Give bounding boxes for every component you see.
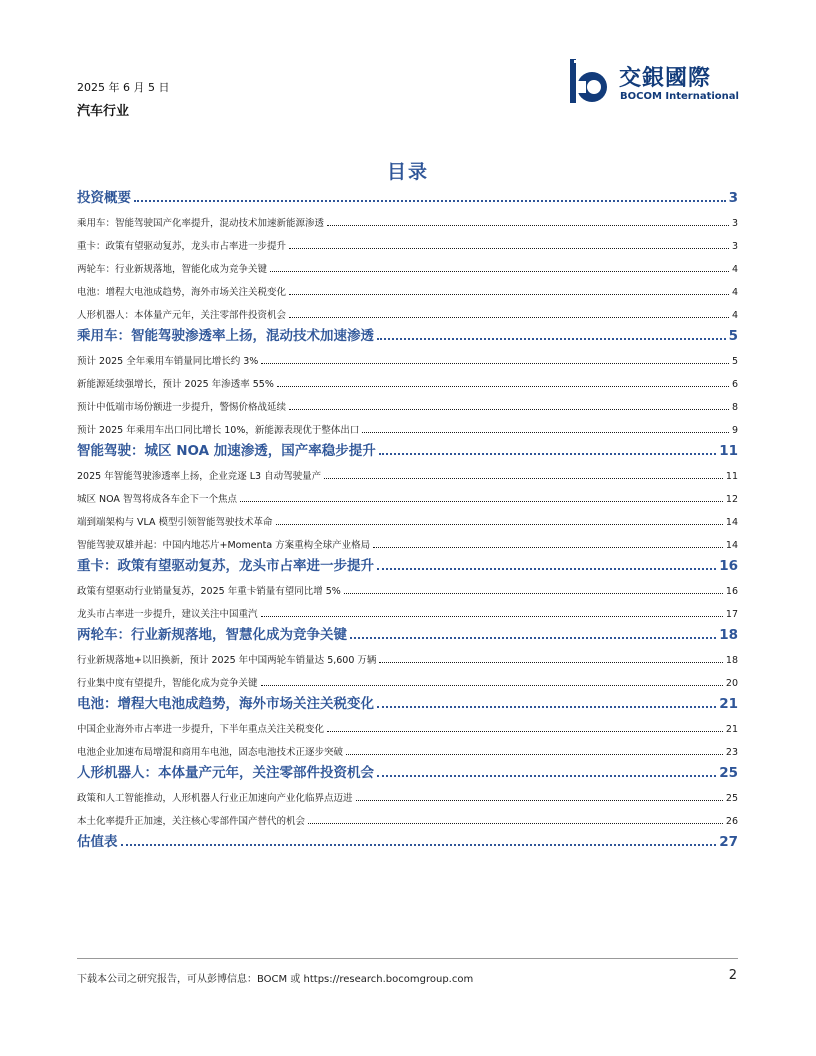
toc-entry-page: 3 <box>731 241 738 252</box>
toc-dot-leader <box>270 271 729 272</box>
toc-dot-leader <box>289 317 729 318</box>
toc-dot-leader <box>373 547 723 548</box>
toc-subsection-link[interactable] <box>77 369 738 392</box>
toc-section-link[interactable] <box>77 691 738 714</box>
toc-entry-page: 16 <box>725 586 738 597</box>
toc-entry-page: 11 <box>719 443 738 459</box>
toc-entry-page: 8 <box>731 402 738 413</box>
toc-dot-leader <box>346 754 723 755</box>
toc-entry-title: 投资概要 <box>77 190 131 206</box>
toc-entry-page: 20 <box>725 678 738 689</box>
toc-entry-title: 电池：增程大电池成趋势，海外市场关注关税变化 <box>77 696 374 712</box>
toc-dot-leader <box>377 775 716 777</box>
toc-entry-title: 预计 2025 全年乘用车销量同比增长约 3% <box>77 356 259 367</box>
toc-section-link[interactable] <box>77 553 738 576</box>
toc-subsection-link[interactable] <box>77 231 738 254</box>
toc-title: 目录 <box>386 161 429 183</box>
toc-dot-leader <box>344 593 723 594</box>
toc-dot-leader <box>289 294 729 295</box>
toc-entry-page: 21 <box>725 724 738 735</box>
toc-entry-title: 人形机器人：本体量产元年，关注零部件投资机会 <box>77 765 374 781</box>
toc-entry-page: 4 <box>731 310 738 321</box>
toc-dot-leader <box>379 662 722 663</box>
toc-subsection-link[interactable] <box>77 415 738 438</box>
toc-dot-leader <box>308 823 723 824</box>
toc-entry-page: 17 <box>725 609 738 620</box>
logo-name-en: BOCOM International <box>620 91 739 102</box>
toc-entry-page: 3 <box>731 218 738 229</box>
toc-entry-title: 乘用车：智能驾驶渗透率上扬，混动技术加速渗透 <box>77 328 374 344</box>
toc-entry-title: 重卡：政策有望驱动复苏，龙头市占率进一步提升 <box>77 558 374 574</box>
toc-dot-leader <box>327 225 729 226</box>
toc-entry-title: 两轮车：行业新规落地，智能化成为竞争关键 <box>77 264 268 275</box>
toc-entry-title: 估值表 <box>77 834 118 850</box>
toc-dot-leader <box>377 568 716 570</box>
toc-entry-title: 政策和人工智能推动，人形机器人行业正加速向产业化临界点迈进 <box>77 793 353 804</box>
toc-entry-page: 21 <box>719 696 738 712</box>
toc-dot-leader <box>261 363 729 364</box>
toc-entry-title: 电池：增程大电池成趋势，海外市场关注关税变化 <box>77 287 287 298</box>
toc-entry-page: 18 <box>725 655 738 666</box>
toc-section-link[interactable] <box>77 185 738 208</box>
toc-subsection-link[interactable] <box>77 806 738 829</box>
toc-dot-leader <box>289 248 729 249</box>
toc-entry-title: 本土化率提升正加速，关注核心零部件国产替代的机会 <box>77 816 306 827</box>
toc-entry-page: 26 <box>725 816 738 827</box>
toc-entry-title: 新能源延续强增长，预计 2025 年渗透率 55% <box>77 379 274 390</box>
toc-entry-page: 14 <box>725 540 738 551</box>
toc-entry-title: 政策有望驱动行业销量复苏，2025 年重卡销量有望同比增 5% <box>77 586 341 597</box>
toc-entry-title: 乘用车：智能驾驶国产化率提升，混动技术加速新能源渗透 <box>77 218 325 229</box>
toc-dot-leader <box>377 338 726 340</box>
toc-entry-title: 中国企业海外市占率进一步提升，下半年重点关注关税变化 <box>77 724 325 735</box>
toc-entry-title: 城区 NOA 智驾将成各车企下一个焦点 <box>77 494 237 505</box>
toc-subsection-link[interactable] <box>77 714 738 737</box>
footer-divider <box>77 958 738 959</box>
toc-entry-page: 4 <box>731 264 738 275</box>
toc-subsection-link[interactable] <box>77 392 738 415</box>
toc-subsection-link[interactable] <box>77 461 738 484</box>
toc-dot-leader <box>324 478 723 479</box>
toc-dot-leader <box>276 524 723 525</box>
toc-entry-title: 智能驾驶双雄并起：中国内地芯片+Momenta 方案重构全球产业格局 <box>77 540 371 551</box>
toc-subsection-link[interactable] <box>77 599 738 622</box>
report-industry: 汽车行业 <box>77 104 130 119</box>
toc-entry-page: 6 <box>731 379 738 390</box>
toc-entry-page: 12 <box>725 494 738 505</box>
toc-dot-leader <box>356 800 723 801</box>
logo-name-cn: 交銀國際 <box>619 66 712 91</box>
toc-subsection-link[interactable] <box>77 300 738 323</box>
toc-entry-page: 5 <box>728 328 738 344</box>
toc-entry-page: 25 <box>719 765 738 781</box>
toc-entry-page: 3 <box>728 190 738 206</box>
toc-dot-leader <box>362 432 729 433</box>
report-date: 2025 年 6 月 5 日 <box>77 81 170 94</box>
toc-entry-title: 行业新规落地+以旧换新，预计 2025 年中国两轮车销量达 5,600 万辆 <box>77 655 377 666</box>
toc-entry-title: 预计中低端市场份额进一步提升，警惕价格战延续 <box>77 402 287 413</box>
toc-dot-leader <box>289 409 729 410</box>
page-number: 2 <box>728 968 737 983</box>
toc-dot-leader <box>350 637 716 639</box>
toc-subsection-link[interactable] <box>77 208 738 231</box>
toc-entry-title: 龙头市占率进一步提升，建议关注中国重汽 <box>77 609 258 620</box>
toc-subsection-link[interactable] <box>77 484 738 507</box>
toc-section-link[interactable] <box>77 438 738 461</box>
toc-subsection-link[interactable] <box>77 277 738 300</box>
toc-section-link[interactable] <box>77 323 738 346</box>
bocom-logo-icon <box>568 57 614 107</box>
toc-dot-leader <box>134 200 726 202</box>
toc-entry-title: 端到端架构与 VLA 模型引领智能驾驶技术革命 <box>77 517 273 528</box>
toc-subsection-link[interactable] <box>77 783 738 806</box>
toc-entry-page: 11 <box>725 471 738 482</box>
toc-subsection-link[interactable] <box>77 737 738 760</box>
toc-dot-leader <box>379 453 716 455</box>
toc-entry-title: 预计 2025 年乘用车出口同比增长 10%，新能源表现优于整体出口 <box>77 425 360 436</box>
toc-entry-page: 27 <box>719 834 738 850</box>
toc-subsection-link[interactable] <box>77 668 738 691</box>
toc-entry-title: 智能驾驶：城区 NOA 加速渗透，国产率稳步提升 <box>77 443 376 459</box>
toc-subsection-link[interactable] <box>77 576 738 599</box>
toc-entry-page: 23 <box>725 747 738 758</box>
toc-subsection-link[interactable] <box>77 254 738 277</box>
toc-entry-title: 电池企业加速布局增混和商用车电池，固态电池技术正逐步突破 <box>77 747 344 758</box>
toc-entry-page: 4 <box>731 287 738 298</box>
toc-entry-page: 5 <box>731 356 738 367</box>
toc-dot-leader <box>261 616 723 617</box>
toc-entry-title: 重卡：政策有望驱动复苏，龙头市占率进一步提升 <box>77 241 287 252</box>
toc-section-link[interactable] <box>77 760 738 783</box>
toc-subsection-link[interactable] <box>77 507 738 530</box>
toc-dot-leader <box>277 386 729 387</box>
company-logo <box>568 57 746 109</box>
toc-entry-title: 行业集中度有望提升，智能化成为竞争关键 <box>77 678 258 689</box>
footer-disclaimer: 下载本公司之研究报告，可从彭博信息：BOCM 或 https://research.bocomgroup.com <box>77 974 474 985</box>
toc-section-link[interactable] <box>77 829 738 852</box>
toc-dot-leader <box>240 501 723 502</box>
toc-entry-title: 人形机器人：本体量产元年，关注零部件投资机会 <box>77 310 287 321</box>
toc-entry-page: 25 <box>725 793 738 804</box>
toc-entry-page: 16 <box>719 558 738 574</box>
toc-entry-page: 18 <box>719 627 738 643</box>
toc-subsection-link[interactable] <box>77 530 738 553</box>
table-of-contents <box>77 185 738 852</box>
toc-entry-title: 2025 年智能驾驶渗透率上扬，企业竞逐 L3 自动驾驶量产 <box>77 471 322 482</box>
toc-dot-leader <box>121 844 717 846</box>
toc-dot-leader <box>377 706 716 708</box>
toc-entry-title: 两轮车：行业新规落地，智慧化成为竞争关键 <box>77 627 347 643</box>
toc-entry-page: 9 <box>731 425 738 436</box>
toc-dot-leader <box>261 685 723 686</box>
toc-dot-leader <box>327 731 723 732</box>
toc-entry-page: 14 <box>725 517 738 528</box>
toc-subsection-link[interactable] <box>77 645 738 668</box>
toc-section-link[interactable] <box>77 622 738 645</box>
toc-subsection-link[interactable] <box>77 346 738 369</box>
